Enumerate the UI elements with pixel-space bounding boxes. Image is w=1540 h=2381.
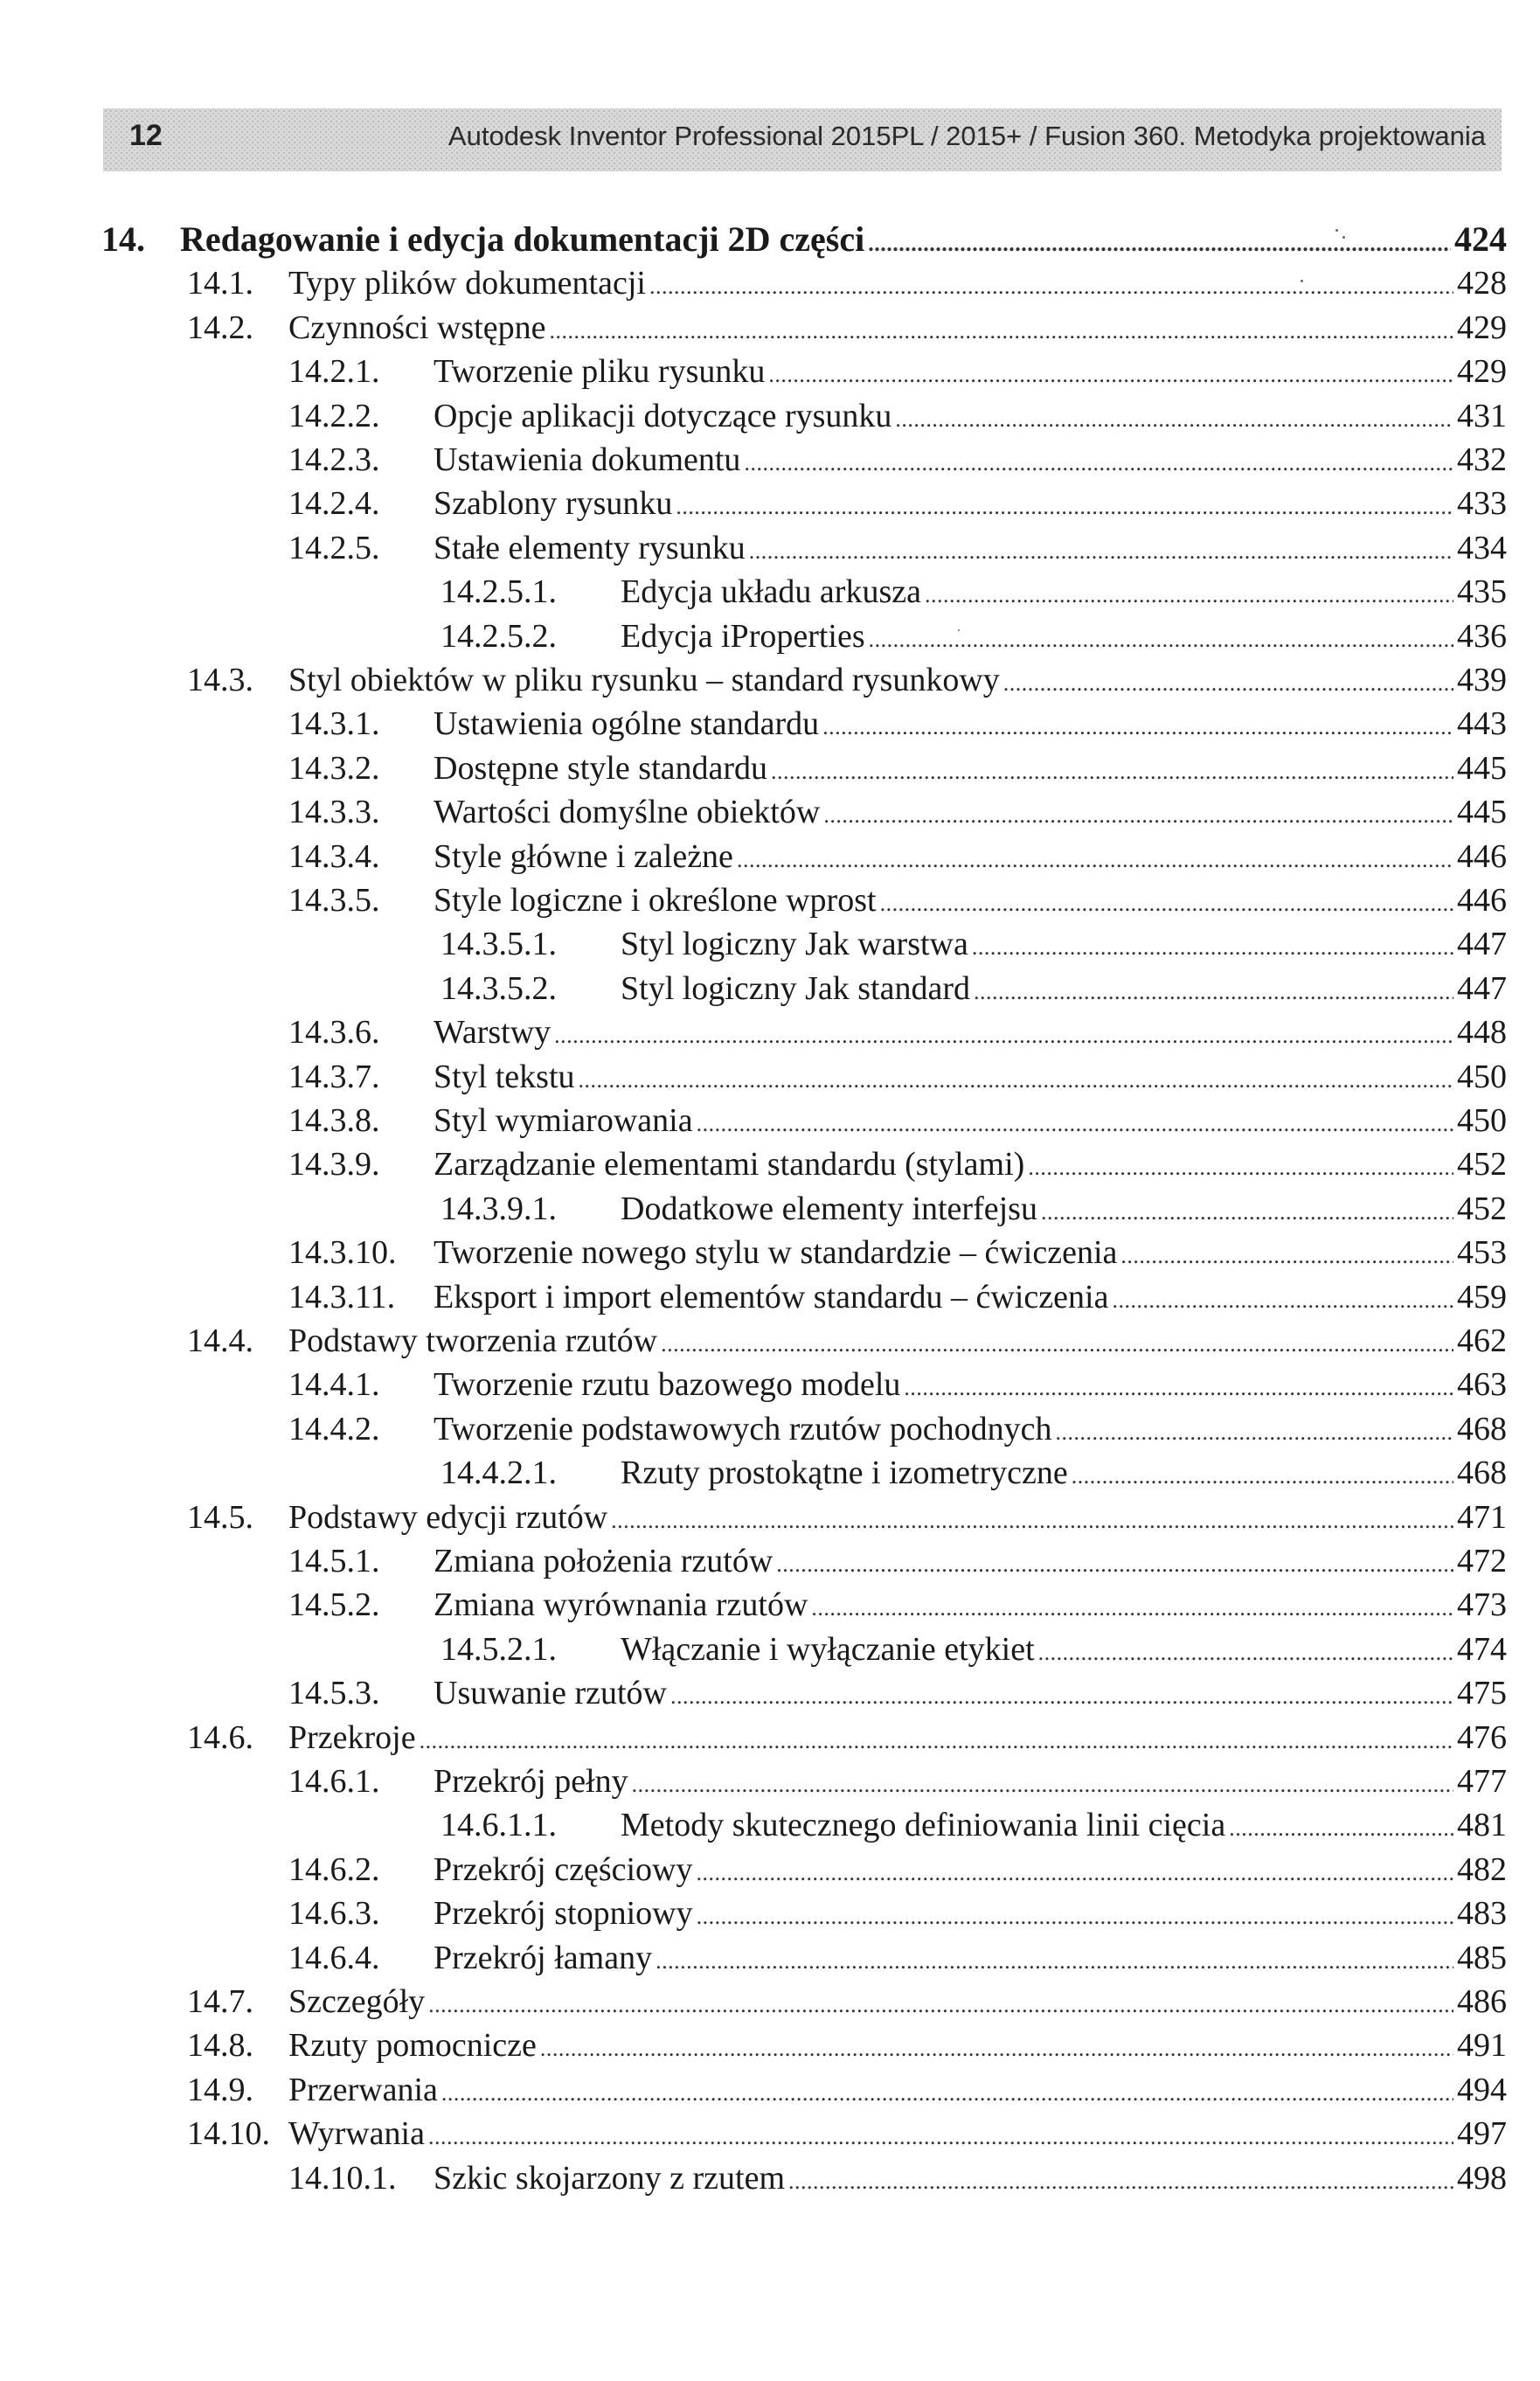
toc-entry (288, 1364, 1507, 1406)
dot-leader (823, 791, 1453, 836)
toc-entry (187, 1496, 1507, 1538)
toc-entry (187, 262, 1507, 304)
dot-leader (649, 262, 1453, 308)
toc-entry-title: Dostępne style standardu (434, 750, 768, 787)
toc-entry (440, 571, 1507, 613)
page-number: 12 (129, 119, 163, 152)
toc-entry (187, 2024, 1507, 2066)
toc-entry-title: Edycja układu arkusza (621, 573, 921, 610)
dot-leader (1041, 1188, 1453, 1233)
dot-leader (540, 2024, 1453, 2070)
dot-leader (697, 1849, 1454, 1894)
toc-entry (288, 1937, 1507, 1979)
toc-entry-number: 14.3.9. (288, 1146, 380, 1183)
dot-leader (1003, 659, 1453, 705)
toc-entry-title: Style logiczne i określone wprost (434, 882, 877, 919)
toc-entry (440, 923, 1507, 965)
toc-entry-number: 14.2. (187, 309, 253, 346)
toc-entry (288, 1584, 1507, 1626)
toc-entry (288, 1232, 1507, 1274)
dot-leader (670, 1672, 1453, 1718)
scan-speck (1335, 229, 1338, 232)
toc-entry-title: Szkic skojarzony z rzutem (434, 2160, 786, 2197)
toc-entry (288, 791, 1507, 833)
toc-entry-number: 14.6.3. (288, 1895, 380, 1932)
toc-entry-title: Dodatkowe elementy interfejsu (621, 1190, 1037, 1227)
toc-entry-title: Przekrój łamany (434, 1940, 653, 1976)
toc-entry (288, 1672, 1507, 1714)
toc-entry-page: 432 (1457, 441, 1507, 478)
toc-entry-number: 14.3.5.1. (440, 926, 557, 962)
toc-entry-title: Zarządzanie elementami standardu (stylami) (434, 1146, 1025, 1183)
toc-entry (187, 1981, 1507, 2023)
toc-entry-number: 14.3.1. (288, 705, 380, 742)
toc-entry-title: Tworzenie nowego stylu w standardzie – ćwiczenia (434, 1234, 1118, 1271)
toc-entry-number: 14.4. (187, 1322, 253, 1359)
dot-leader (1038, 1628, 1453, 1674)
dot-leader (822, 703, 1453, 748)
toc-entry-title: Ustawienia ogólne standardu (434, 705, 820, 742)
toc-entry-number: 14.5.1. (288, 1543, 380, 1579)
toc-entry-number: 14.8. (187, 2027, 253, 2064)
toc-entry-title: Przekroje (288, 1719, 416, 1756)
toc-entry-number: 14.3.3. (288, 794, 380, 830)
toc-entry-page: 494 (1457, 2072, 1507, 2108)
toc-entry (288, 1143, 1507, 1185)
toc-entry-number: 14.2.1. (288, 353, 380, 390)
toc-entry (288, 703, 1507, 745)
dot-leader (632, 1760, 1453, 1806)
dot-leader (904, 1364, 1453, 1409)
toc-entry-number: 14.3. (187, 662, 253, 698)
toc-entry (288, 1011, 1507, 1053)
dot-leader (1112, 1276, 1453, 1322)
toc-entry-title: Stałe elementy rysunku (434, 530, 746, 566)
toc-entry (288, 351, 1507, 392)
toc-entry-title: Zmiana wyrównania rzutów (434, 1586, 808, 1623)
dot-leader (974, 968, 1453, 1013)
toc-entry (288, 747, 1507, 789)
toc-entry-page: 486 (1457, 1983, 1507, 2020)
toc-entry-number: 14.3.11. (288, 1279, 396, 1315)
toc-entry-page: 435 (1457, 573, 1507, 610)
toc-entry-title: Edycja iProperties (621, 618, 865, 655)
dot-leader (788, 2157, 1453, 2203)
dot-leader (1028, 1143, 1453, 1189)
toc-entry-number: 14.3.5.2. (440, 970, 557, 1007)
toc-entry-number: 14.6.2. (288, 1851, 380, 1888)
toc-entry-number: 14.3.8. (288, 1102, 380, 1139)
toc-entry-number: 14.5. (187, 1499, 253, 1536)
toc-entry-page: 453 (1457, 1234, 1507, 1271)
toc-entry-title: Przekrój częściowy (434, 1851, 693, 1888)
toc-entry (288, 1849, 1507, 1891)
dot-leader (776, 1540, 1453, 1586)
toc-entry-page: 459 (1457, 1279, 1507, 1315)
toc-entry (288, 482, 1507, 524)
toc-entry-number: 14.3.4. (288, 838, 380, 875)
toc-entry-title: Redagowanie i edycja dokumentacji 2D części (180, 219, 865, 259)
dot-leader (880, 879, 1453, 925)
toc-entry (440, 968, 1507, 1010)
toc-entry (288, 1056, 1507, 1098)
scan-speck (958, 629, 960, 631)
toc-entry (288, 836, 1507, 878)
dot-leader (737, 836, 1453, 881)
toc-entry-number: 14.6.1.1. (440, 1807, 557, 1843)
toc-entry (288, 1100, 1507, 1142)
toc-entry-number: 14.2.4. (288, 485, 380, 522)
toc-entry-title: Szczegóły (288, 1983, 426, 2020)
toc-entry-number: 14.3.6. (288, 1014, 380, 1051)
toc-entry-title: Typy plików dokumentacji (288, 265, 646, 302)
toc-entry (440, 1628, 1507, 1670)
dot-leader (697, 1100, 1453, 1145)
toc-entry (440, 1804, 1507, 1846)
toc-entry-title: Tworzenie podstawowych rzutów pochodnych (434, 1411, 1052, 1447)
toc-entry-number: 14.5.2.1. (440, 1631, 557, 1668)
dot-leader (441, 2069, 1453, 2114)
toc-entry-number: 14.2.5.1. (440, 573, 557, 610)
toc-entry-page: 497 (1457, 2115, 1507, 2152)
toc-entry-page: 468 (1457, 1411, 1507, 1447)
toc-chapter-heading (101, 219, 1507, 260)
toc-entry (187, 659, 1507, 701)
dot-leader (768, 351, 1453, 396)
toc-entry-number: 14.3.10. (288, 1234, 397, 1271)
toc-entry (187, 2113, 1507, 2155)
toc-entry-page: 472 (1457, 1543, 1507, 1579)
toc-entry-page: 443 (1457, 705, 1507, 742)
toc-entry-title: Włączanie i wyłączanie etykiet (621, 1631, 1035, 1668)
toc-entry-page: 424 (1454, 219, 1507, 259)
toc-entry-page: 448 (1457, 1014, 1507, 1051)
toc-entry-page: 485 (1457, 1940, 1507, 1976)
toc-entry-page: 445 (1457, 750, 1507, 787)
toc-entry-title: Przekrój stopniowy (434, 1895, 693, 1932)
toc-entry-title: Styl obiektów w pliku rysunku – standard rysunkowy (288, 662, 1000, 698)
toc-entry-page: 473 (1457, 1586, 1507, 1623)
toc-entry-page: 436 (1457, 618, 1507, 655)
dot-leader (420, 1717, 1453, 1762)
toc-entry (440, 1188, 1507, 1230)
dot-leader (744, 439, 1453, 484)
toc-entry-title: Style główne i zależne (434, 838, 733, 875)
toc-entry-number: 14.10. (187, 2115, 270, 2152)
toc-entry-title: Metody skutecznego definiowania linii cięcia (621, 1807, 1226, 1843)
toc-entry-page: 446 (1457, 882, 1507, 919)
toc-entry-page: 452 (1457, 1190, 1507, 1227)
toc-entry (288, 1540, 1507, 1582)
toc-entry-number: 14.6.4. (288, 1940, 380, 1976)
toc-entry-title: Rzuty prostokątne i izometryczne (621, 1454, 1068, 1491)
toc-entry-title: Rzuty pomocnicze (288, 2027, 537, 2064)
toc-entry-number: 14.2.2. (288, 398, 380, 434)
toc-entry (187, 1717, 1507, 1759)
toc-entry-title: Podstawy tworzenia rzutów (288, 1322, 658, 1359)
dot-leader (868, 219, 1451, 265)
toc-entry (288, 1276, 1507, 1318)
dot-leader (1120, 1232, 1453, 1277)
toc-entry-page: 429 (1457, 353, 1507, 390)
toc-entry-number: 14.5.2. (288, 1586, 380, 1623)
toc-entry-page: 481 (1457, 1807, 1507, 1843)
toc-entry (288, 1760, 1507, 1802)
toc-entry (288, 395, 1507, 437)
dot-leader (749, 527, 1453, 573)
toc-entry-number: 14.10.1. (288, 2160, 397, 2197)
toc-entry (288, 439, 1507, 481)
toc-entry-page: 477 (1457, 1763, 1507, 1800)
toc-entry-page: 463 (1457, 1366, 1507, 1403)
running-header-title: Autodesk Inventor Professional 2015PL / 2015+ / Fusion 360. Metodyka projektowania (447, 121, 1486, 151)
dot-leader (611, 1496, 1453, 1542)
toc-entry-page: 452 (1457, 1146, 1507, 1183)
toc-entry-title: Zmiana położenia rzutów (434, 1543, 773, 1579)
dot-leader (661, 1320, 1453, 1365)
toc-entry-page: 434 (1457, 530, 1507, 566)
toc-entry (440, 1452, 1507, 1494)
toc-entry-page: 491 (1457, 2027, 1507, 2064)
toc-entry (187, 1320, 1507, 1362)
toc-entry-number: 14.6. (187, 1719, 253, 1756)
dot-leader (428, 2113, 1453, 2158)
dot-leader (811, 1584, 1453, 1629)
dot-leader (1072, 1452, 1453, 1497)
toc-entry-page: 474 (1457, 1631, 1507, 1668)
toc-entry-number: 14. (101, 219, 145, 259)
toc-entry (187, 307, 1507, 349)
scan-speck (1342, 236, 1345, 239)
toc-entry-title: Podstawy edycji rzutów (288, 1499, 608, 1536)
toc-entry-title: Styl logiczny Jak standard (621, 970, 970, 1007)
toc-entry-title: Tworzenie rzutu bazowego modelu (434, 1366, 901, 1403)
toc-entry-number: 14.3.9.1. (440, 1190, 557, 1227)
toc-entry-page: 439 (1457, 662, 1507, 698)
toc-entry-number: 14.4.1. (288, 1366, 380, 1403)
dot-leader (428, 1981, 1453, 2026)
dot-leader (697, 1892, 1453, 1938)
toc-entry-page: 446 (1457, 838, 1507, 875)
dot-leader (771, 747, 1453, 793)
dot-leader (549, 307, 1453, 352)
toc-entry-title: Ustawienia dokumentu (434, 441, 741, 478)
dot-leader (869, 615, 1453, 661)
toc-entry-title: Tworzenie pliku rysunku (434, 353, 766, 390)
toc-entry-page: 476 (1457, 1719, 1507, 1756)
toc-entry-title: Styl tekstu (434, 1059, 575, 1095)
toc-entry-number: 14.3.7. (288, 1059, 380, 1095)
toc-entry-number: 14.4.2.1. (440, 1454, 557, 1491)
toc-entry-page: 428 (1457, 265, 1507, 302)
toc-entry-page: 475 (1457, 1675, 1507, 1711)
toc-entry-number: 14.3.2. (288, 750, 380, 787)
toc-entry-page: 447 (1457, 970, 1507, 1007)
toc-entry-page: 450 (1457, 1059, 1507, 1095)
toc-entry (288, 1408, 1507, 1450)
toc-entry-page: 447 (1457, 926, 1507, 962)
toc-entry-number: 14.2.3. (288, 441, 380, 478)
toc-entry-title: Wartości domyślne obiektów (434, 794, 821, 830)
toc-entry-number: 14.5.3. (288, 1675, 380, 1711)
toc-entry-title: Przekrój pełny (434, 1763, 628, 1800)
toc-entry-page: 483 (1457, 1895, 1507, 1932)
dot-leader (656, 1937, 1453, 1982)
toc-entry-number: 14.2.5.2. (440, 618, 557, 655)
toc-entry (440, 615, 1507, 657)
toc-entry-number: 14.9. (187, 2072, 253, 2108)
dot-leader (972, 923, 1453, 968)
dot-leader (895, 395, 1453, 441)
toc-entry-title: Usuwanie rzutów (434, 1675, 667, 1711)
toc-entry (288, 527, 1507, 569)
toc-entry (288, 879, 1507, 921)
toc-entry-page: 471 (1457, 1499, 1507, 1536)
toc-entry-page: 462 (1457, 1322, 1507, 1359)
toc-entry-number: 14.7. (187, 1983, 253, 2020)
toc-entry-page: 482 (1457, 1851, 1507, 1888)
toc-entry (288, 1892, 1507, 1934)
toc-entry-page: 445 (1457, 794, 1507, 830)
toc-entry-title: Eksport i import elementów standardu – ćwiczenia (434, 1279, 1109, 1315)
toc-entry-page: 429 (1457, 309, 1507, 346)
toc-entry-title: Przerwania (288, 2072, 438, 2108)
dot-leader (1056, 1408, 1453, 1454)
toc-entry-page: 468 (1457, 1454, 1507, 1491)
scan-speck (1301, 280, 1303, 282)
toc-entry-number: 14.1. (187, 265, 253, 302)
toc-entry-page: 433 (1457, 485, 1507, 522)
toc-entry (288, 2157, 1507, 2199)
dot-leader (554, 1011, 1453, 1057)
dot-leader (579, 1056, 1453, 1101)
toc-entry-title: Styl wymiarowania (434, 1102, 693, 1139)
toc-entry-title: Wyrwania (288, 2115, 425, 2152)
toc-entry-title: Warstwy (434, 1014, 551, 1051)
toc-entry-title: Szablony rysunku (434, 485, 673, 522)
toc-entry-page: 498 (1457, 2160, 1507, 2197)
toc-entry-page: 450 (1457, 1102, 1507, 1139)
toc-entry-number: 14.2.5. (288, 530, 380, 566)
toc-entry-number: 14.6.1. (288, 1763, 380, 1800)
toc-entry-number: 14.4.2. (288, 1411, 380, 1447)
dot-leader (925, 571, 1453, 616)
dot-leader (676, 482, 1453, 528)
toc-entry-number: 14.3.5. (288, 882, 380, 919)
toc-entry-title: Czynności wstępne (288, 309, 546, 346)
toc-entry (187, 2069, 1507, 2111)
dot-leader (1229, 1804, 1453, 1850)
toc-entry-page: 431 (1457, 398, 1507, 434)
toc-entry-title: Opcje aplikacji dotyczące rysunku (434, 398, 892, 434)
toc-entry-title: Styl logiczny Jak warstwa (621, 926, 968, 962)
